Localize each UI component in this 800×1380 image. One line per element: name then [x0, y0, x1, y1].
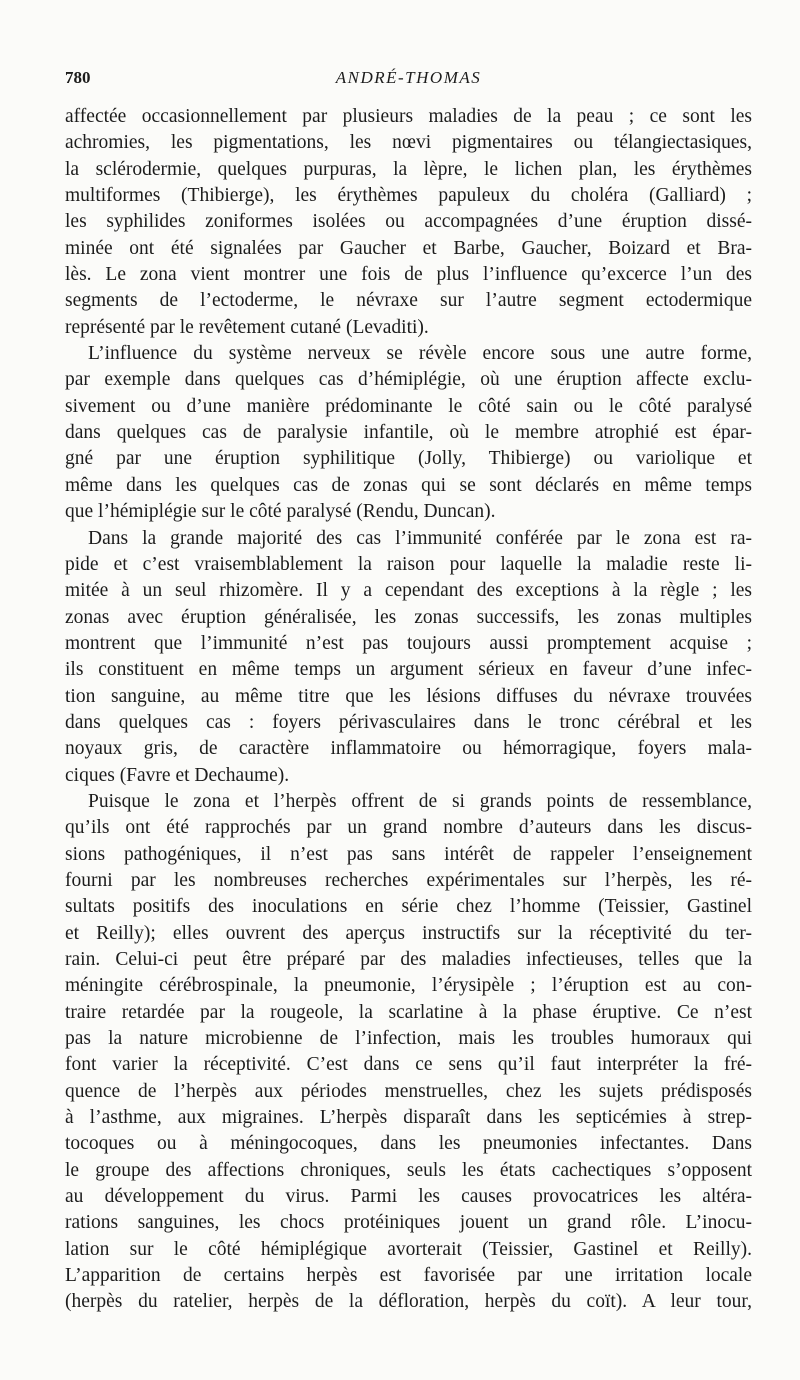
- text-line: par exemple dans quelques cas d’hémiplégie, où une éruption affecte exclu-: [65, 369, 752, 391]
- text-line: Puisque le zona et l’herpès offrent de si grands points de ressemblance,: [88, 790, 752, 812]
- text-line: segments de l’ectoderme, le névraxe sur l’autre segment ectodermique: [65, 290, 752, 312]
- text-line: tocoques ou à méningocoques, dans les pneumonies infectantes. Dans: [65, 1133, 752, 1155]
- text-line: ciques (Favre et Dechaume).: [65, 764, 290, 786]
- text-line: Dans la grande majorité des cas l’immunité conférée par le zona est ra-: [88, 527, 752, 549]
- text-line: dans quelques cas de paralysie infantile, où le membre atrophié est épar-: [65, 422, 752, 444]
- text-line: font varier la réceptivité. C’est dans ce sens qu’il faut interpréter la fré-: [65, 1054, 752, 1076]
- text-line: représenté par le revêtement cutané (Levaditi).: [65, 316, 429, 338]
- text-line: tion sanguine, au même titre que les lésions diffuses du névraxe trouvées: [65, 685, 752, 707]
- text-line: zonas avec éruption généralisée, les zonas successifs, les zonas multiples: [65, 606, 752, 628]
- text-line: rain. Celui-ci peut être préparé par des maladies infectieuses, telles que la: [65, 949, 752, 970]
- page-number: 780: [65, 68, 91, 87]
- text-line: quence de l’herpès aux périodes menstruelles, chez les sujets prédisposés: [65, 1080, 752, 1102]
- text-line: montrent que l’immunité n’est pas toujours aussi promptement acquise ;: [65, 632, 752, 654]
- text-line: méningite cérébrospinale, la pneumonie, l’érysipèle ; l’éruption est au con-: [65, 975, 752, 997]
- text-line: sivement ou d’une manière prédominante le côté sain ou le côté paralysé: [65, 395, 752, 417]
- running-head: ANDRÉ-THOMAS: [335, 68, 482, 87]
- text-line: lation sur le côté hémiplégique avorterait (Teissier, Gastinel et Reilly).: [65, 1238, 752, 1260]
- text-line: ils constituent en même temps un argument sérieux en faveur d’une infec-: [65, 659, 752, 681]
- text-line: L’apparition de certains herpès est favorisée par une irritation locale: [65, 1265, 752, 1287]
- text-line: et Reilly); elles ouvrent des aperçus instructifs sur la réceptivité du ter-: [65, 922, 752, 944]
- text-line: les syphilides zoniformes isolées ou accompagnées d’une éruption dissé-: [65, 211, 752, 233]
- text-line: rations sanguines, les chocs protéiniques jouent un grand rôle. L’inocu-: [65, 1212, 752, 1234]
- text-line: traire retardée par la rougeole, la scarlatine à la phase éruptive. Ce n’est: [65, 1001, 752, 1023]
- text-line: pas la nature microbienne de l’infection, mais les troubles humoraux qui: [65, 1028, 752, 1050]
- text-line: pide et c’est vraisemblablement la raison pour laquelle la maladie reste li-: [65, 553, 752, 575]
- text-line: qu’ils ont été rapprochés par un grand nombre d’auteurs dans les discus-: [65, 817, 752, 839]
- text-line: que l’hémiplégie sur le côté paralysé (Rendu, Duncan).: [65, 501, 496, 523]
- text-line: à l’asthme, aux migraines. L’herpès disparaît dans les septicémies à strep-: [65, 1107, 752, 1129]
- text-line: le groupe des affections chroniques, seuls les états cachectiques s’opposent: [65, 1159, 752, 1181]
- text-line: minée ont été signalées par Gaucher et Barbe, Gaucher, Boizard et Bra-: [65, 237, 752, 259]
- text-line: sultats positifs des inoculations en série chez l’homme (Teissier, Gastinel: [65, 896, 752, 918]
- text-line: au développement du virus. Parmi les causes provocatrices les altéra-: [65, 1186, 752, 1208]
- text-line: affectée occasionnellement par plusieurs maladies de la peau ; ce sont les: [65, 106, 752, 127]
- text-line: même dans les quelques cas de zonas qui se sont déclarés en même temps: [65, 474, 752, 496]
- body-text: [65, 104, 752, 1316]
- text-line: L’influence du système nerveux se révèle encore sous une autre forme,: [88, 343, 752, 365]
- text-line: achromies, les pigmentations, les nœvi pigmentaires ou télangiectasiques,: [65, 132, 752, 154]
- text-line: sions pathogéniques, il n’est pas sans intérêt de rappeler l’enseignement: [65, 843, 752, 865]
- text-line: gné par une éruption syphilitique (Jolly, Thibierge) ou variolique et: [65, 448, 752, 470]
- text-line: lès. Le zona vient montrer une fois de plus l’influence qu’excerce l’un des: [65, 264, 752, 286]
- text-line: mitée à un seul rhizomère. Il y a cependant des exceptions à la règle ; les: [65, 580, 752, 602]
- text-line: dans quelques cas : foyers périvasculaires dans le tronc cérébral et les: [65, 711, 752, 733]
- text-line: fourni par les nombreuses recherches expérimentales sur l’herpès, les ré-: [65, 869, 752, 891]
- text-line: (herpès du ratelier, herpès de la défloration, herpès du coït). A leur tour,: [65, 1291, 752, 1313]
- text-line: multiformes (Thibierge), les érythèmes papuleux du choléra (Galliard) ;: [65, 185, 752, 207]
- text-line: la sclérodermie, quelques purpuras, la lèpre, le lichen plan, les érythèmes: [65, 158, 752, 180]
- page-header: [65, 68, 752, 94]
- text-line: noyaux gris, de caractère inflammatoire ou hémorragique, foyers mala-: [65, 738, 752, 760]
